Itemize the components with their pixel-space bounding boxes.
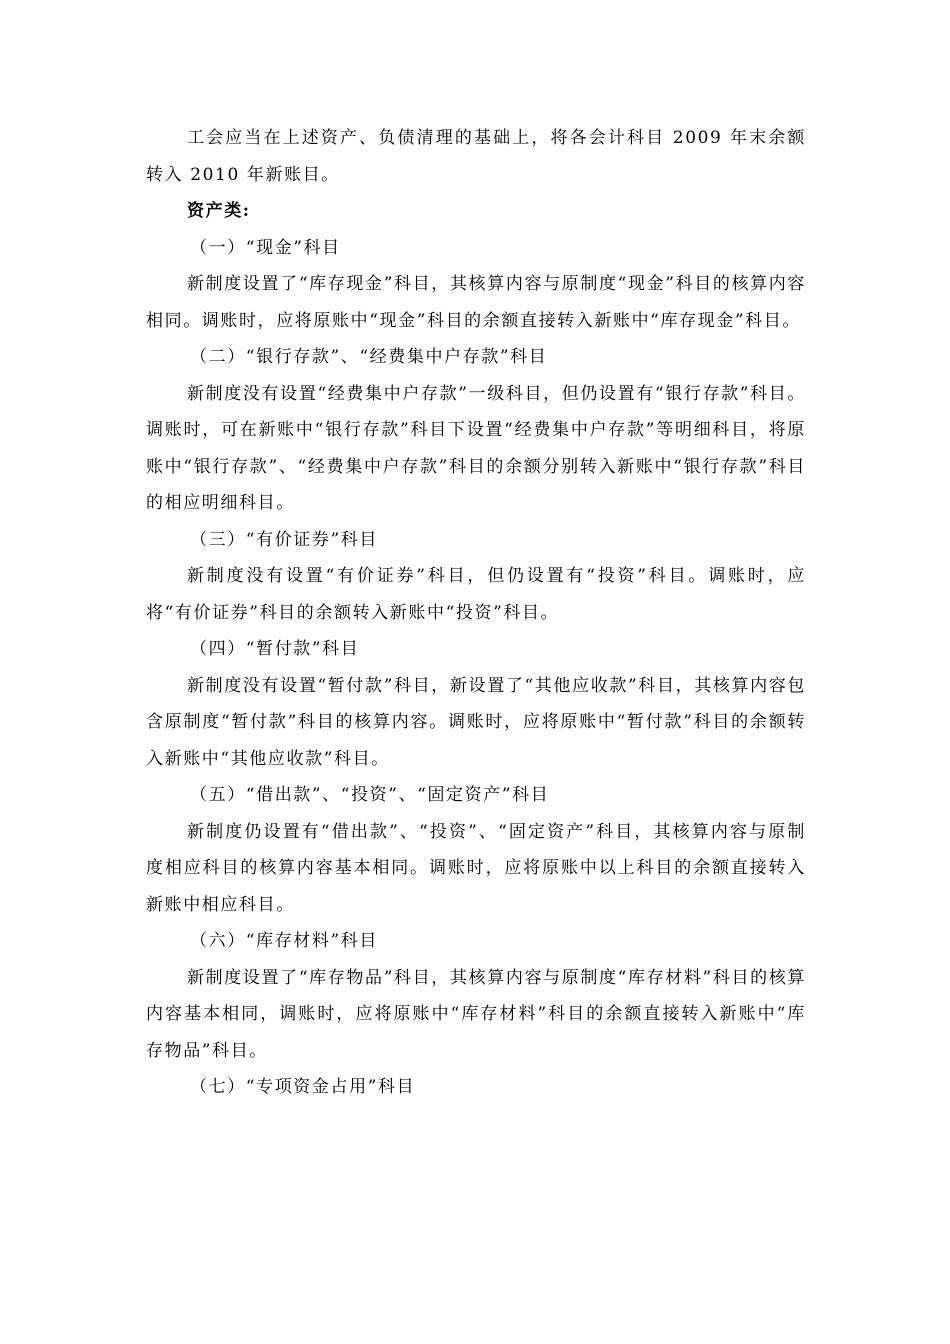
item-heading-2: （二）“银行存款”、“经费集中户存款”科目 xyxy=(190,347,548,367)
document-body xyxy=(146,120,806,1106)
intro-paragraph: 工会应当在上述资产、负债清理的基础上，将各会计科目 2009 年末余额转入 2010 年新账目。 xyxy=(146,128,806,185)
item-body-2: 新制度没有设置“经费集中户存款”一级科目，但仍设置有“银行存款”科目。调账时，可在新账中“银行存款”科目下设置“经费集中户存款”等明细科目，将原账中“银行存款”、“经费集中户存款”科目的余额分别转入新账中“银行存款”科目的相应明细科目。 xyxy=(146,383,806,513)
item-heading-4: （四）“暂付款”科目 xyxy=(190,639,360,659)
item-body-3: 新制度没有设置“有价证券”科目，但仍设置有“投资”科目。调账时，应将“有价证券”科目的余额转入新账中“投资”科目。 xyxy=(146,566,806,623)
item-heading-3: （三）“有价证券”科目 xyxy=(190,529,378,550)
item-heading-1: （一）“现金”科目 xyxy=(190,237,341,258)
item-body-4: 新制度没有设置“暂付款”科目，新设置了“其他应收款”科目，其核算内容包含原制度“暂付款”科目的核算内容。调账时，应将原账中“暂付款”科目的余额转入新账中“其他应收款”科目。 xyxy=(146,675,806,769)
item-heading-6: （六）“库存材料”科目 xyxy=(190,931,378,951)
item-heading-5: （五）“借出款”、“投资”、“固定资产”科目 xyxy=(190,785,550,805)
item-body-5: 新制度仍设置有“借出款”、“投资”、“固定资产”科目，其核算内容与原制度相应科目的核算内容基本相同。调账时，应将原账中以上科目的余额直接转入新账中相应科目。 xyxy=(146,821,806,915)
item-body-1: 新制度设置了“库存现金”科目，其核算内容与原制度“现金”科目的核算内容相同。调账时，应将原账中“现金”科目的余额直接转入新账中“库存现金”科目。 xyxy=(146,274,806,331)
item-heading-7: （七）“专项资金占用”科目 xyxy=(190,1077,416,1097)
item-body-6: 新制度设置了“库存物品”科目，其核算内容与原制度“库存材料”科目的核算内容基本相同，调账时，应将原账中“库存材料”科目的余额直接转入新账中“库存物品”科目。 xyxy=(146,967,806,1061)
section-title-assets: 资产类: xyxy=(187,201,251,221)
